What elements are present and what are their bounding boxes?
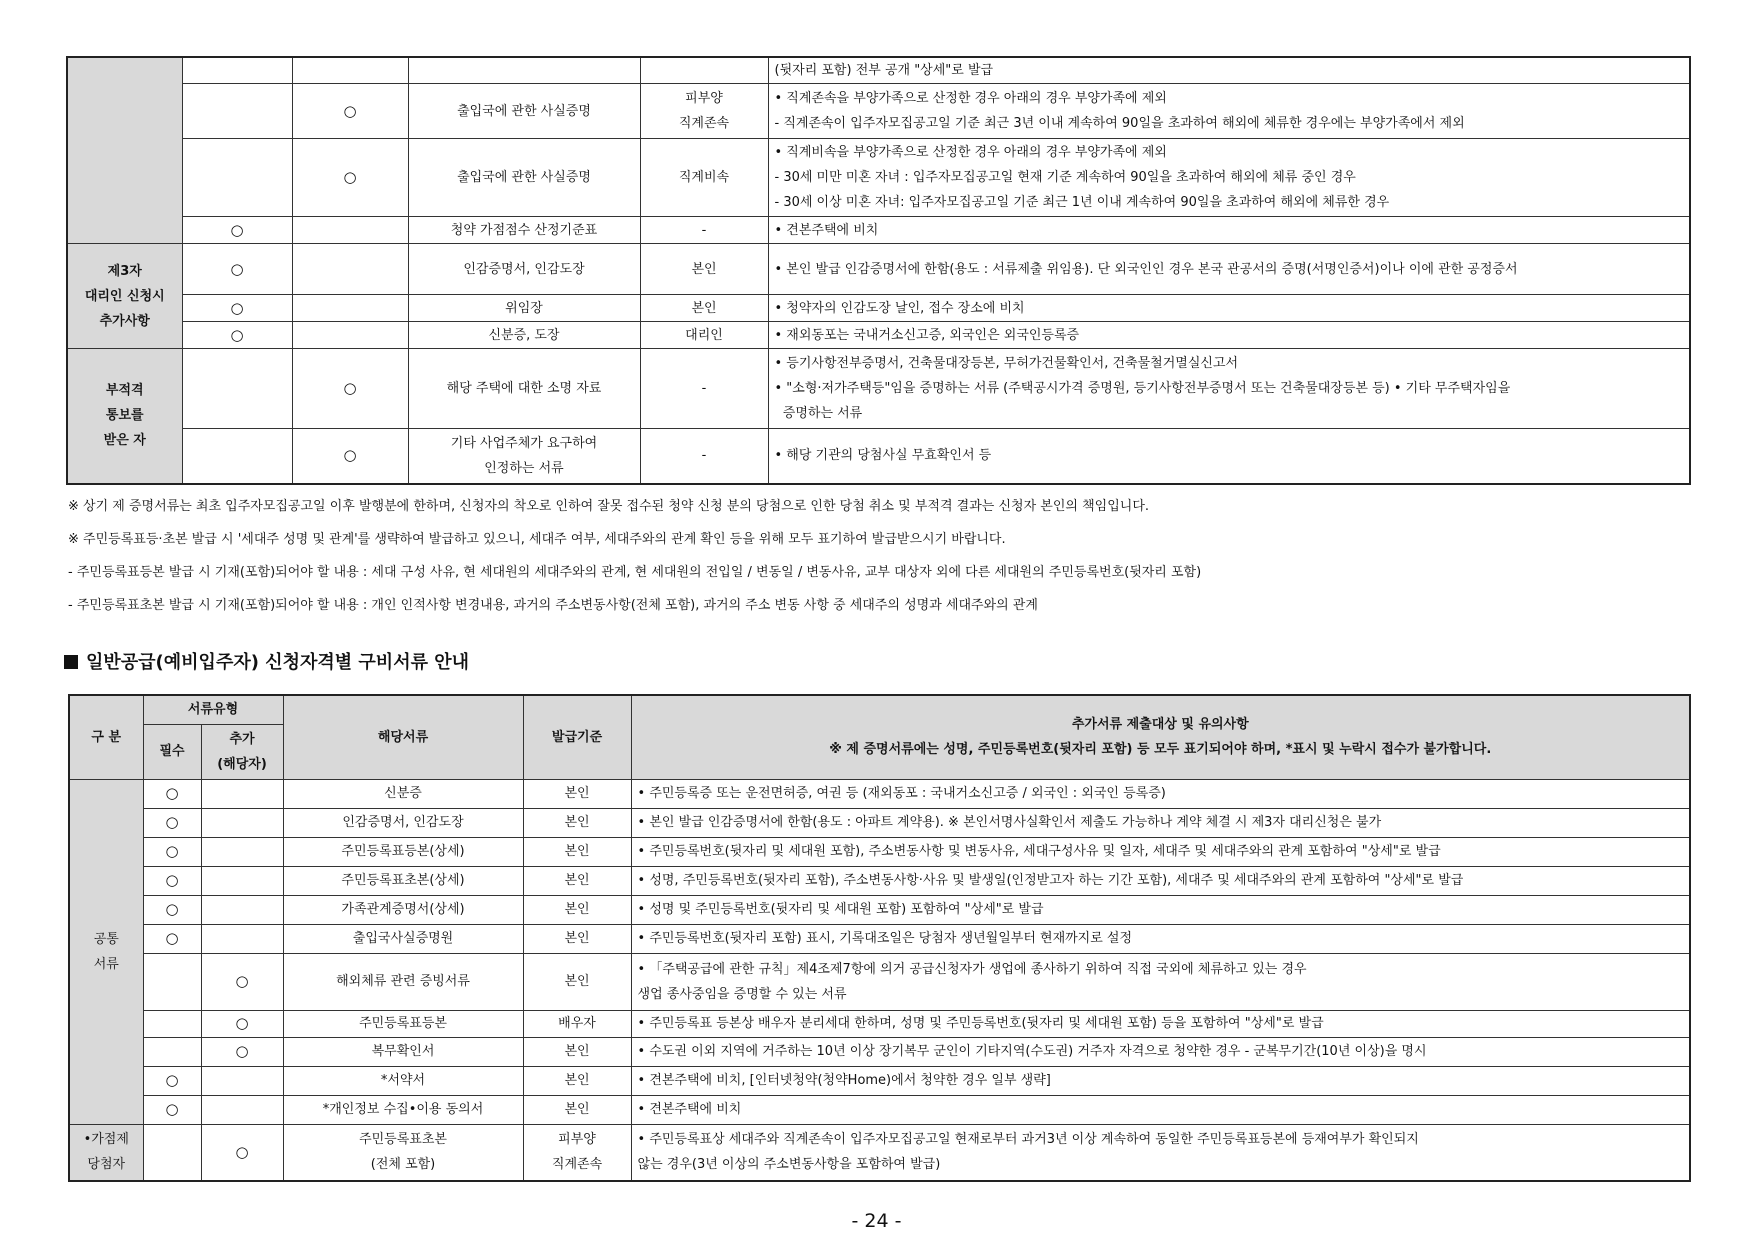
column-header: 구 분 — [69, 695, 143, 779]
notes-cell: • 재외동포는 국내거소신고증, 외국인은 외국인등록증 — [768, 322, 1690, 349]
check-mark: ○ — [182, 217, 292, 244]
check-mark: ○ — [292, 349, 408, 429]
category-label: •가점제 당첨자 — [69, 1124, 143, 1181]
notes-cell: • 해당 기관의 당첨사실 무효확인서 등 — [768, 429, 1690, 484]
square-bullet-icon — [64, 655, 78, 669]
column-header: 추가 (해당자) — [201, 724, 283, 779]
note-line: ※ 주민등록표등·초본 발급 시 '세대주 성명 및 관계'를 생략하여 발급하고 있으니, 세대주 여부, 세대주와의 관계 확인 등을 위해 모두 표기하여 발급받으시기 바랍니다. — [68, 532, 1006, 547]
note-line: ※ 상기 제 증명서류는 최초 입주자모집공고일 이후 발행분에 한하며, 신청자의 착오로 인하여 잘못 접수된 청약 신청 분의 당첨으로 인한 당첨 취소 및 부적격 결과는 신청자 본인의 책임입니다. — [68, 499, 1150, 514]
table-row: ○ *개인정보 수집•이용 동의서 본인 • 견본주택에 비치 — [69, 1095, 1690, 1124]
table-row: ○ 출입국에 관한 사실증명 피부양 직계존속 • 직계존속을 부양가족으로 산정한 경우 아래의 경우 부양가족에 제외 - 직계존속이 입주자모집공고일 기준 최근 3년 이내 계속하여 90일을 초과하여 해외에 체류한 경우에는 부양가족에서 제외 — [67, 84, 1690, 139]
table-row: ○ 신분증, 도장 대리인 • 재외동포는 국내거소신고증, 외국인은 외국인등록증 — [67, 322, 1690, 349]
check-mark: ○ — [182, 322, 292, 349]
column-header: 추가서류 제출대상 및 유의사항 ※ 제 증명서류에는 성명, 주민등록번호(뒷자리 포함) 등 모두 표기되어야 하며, *표시 및 누락시 접수가 불가합니다. — [631, 695, 1690, 779]
table-row: ○ 해외체류 관련 증빙서류 본인 • 「주택공급에 관한 규칙」제4조제7항에 의거 공급신청자가 생업에 종사하기 위하여 직접 국외에 체류하고 있는 경우 생업 종사중임을 증명할 수 있는 서류 — [69, 953, 1690, 1010]
check-mark: ○ — [292, 429, 408, 484]
table-row: •가점제 당첨자 ○ 주민등록표초본 (전체 포함) 피부양 직계존속 • 주민등록표상 세대주와 직계존속이 입주자모집공고일 현재로부터 과거3년 이상 계속하여 동일한 주민등록표등본에 등재여부가 확인되지 않는 경우(3년 이상의 주소변동사항을 포함하여 발급) — [69, 1124, 1690, 1181]
notes-cell: (뒷자리 포함) 전부 공개 "상세"로 발급 — [768, 57, 1690, 84]
notes-cell: • 등기사항전부증명서, 건축물대장등본, 무허가건물확인서, 건축물철거멸실신고서 • "소형·저가주택등"임을 증명하는 서류 (주택공시가격 증명원, 등기사항전부증명서 또는 건축물대장등본 등) • 기타 무주택자임을 증명하는 서류 — [768, 349, 1690, 429]
table-row: ○ 출입국사실증명원 본인 • 주민등록번호(뒷자리 포함) 표시, 기록대조일은 당첨자 생년월일부터 현재까지로 설정 — [69, 924, 1690, 953]
check-mark: ○ — [292, 84, 408, 139]
table-row: ○ 위임장 본인 • 청약자의 인감도장 날인, 접수 장소에 비치 — [67, 295, 1690, 322]
table-row: ○ 출입국에 관한 사실증명 직계비속 • 직계비속을 부양가족으로 산정한 경우 아래의 경우 부양가족에 제외 - 30세 미만 미혼 자녀 : 입주자모집공고일 현재 기준 계속하여 90일을 초과하여 해외에 체류 중인 경우 - 30세 이상 미혼 자녀: 입주자모집공고일 기준 최근 1년 이내 계속하여 90일을 초과하여 해외에 체류한 경우 — [67, 139, 1690, 217]
eligibility-docs-table-continued — [66, 56, 1691, 485]
category-cell — [67, 57, 182, 244]
table-row: ○ 기타 사업주체가 요구하여 인정하는 서류 - • 해당 기관의 당첨사실 무효확인서 등 — [67, 429, 1690, 484]
notes-cell: • 직계비속을 부양가족으로 산정한 경우 아래의 경우 부양가족에 제외 - 30세 미만 미혼 자녀 : 입주자모집공고일 현재 기준 계속하여 90일을 초과하여 해외에 체류 중인 경우 - 30세 이상 미혼 자녀: 입주자모집공고일 기준 최근 1년 이내 계속하여 90일을 초과하여 해외에 체류한 경우 — [768, 139, 1690, 217]
table-row: ○ 복무확인서 본인 • 수도권 이외 지역에 거주하는 10년 이상 장기복무 군인이 기타지역(수도권) 거주자 자격으로 청약한 경우 - 군복무기간(10년 이상)을 명시 — [69, 1037, 1690, 1066]
notes-cell: • 견본주택에 비치 — [768, 217, 1690, 244]
table-row: ○ 주민등록표등본 배우자 • 주민등록표 등본상 배우자 분리세대 한하며, 성명 및 주민등록번호(뒷자리 및 세대원 포함) 등을 포함하여 "상세"로 발급 — [69, 1010, 1690, 1037]
table-row: ○ 주민등록표등본(상세) 본인 • 주민등록번호(뒷자리 및 세대원 포함), 주소변동사항 및 변동사유, 세대구성사유 및 일자, 세대주 및 세대주와의 관계 포함하여 "상세"로 발급 — [69, 837, 1690, 866]
table-row: ○ 가족관계증명서(상세) 본인 • 성명 및 주민등록번호(뒷자리 및 세대원 포함) 포함하여 "상세"로 발급 — [69, 895, 1690, 924]
table-row: 공통 서류 ○ 신분증 본인 • 주민등록증 또는 운전면허증, 여권 등 (재외동포 : 국내거소신고증 / 외국인 : 외국인 등록증) — [69, 779, 1690, 808]
notes-cell: • 청약자의 인감도장 날인, 접수 장소에 비치 — [768, 295, 1690, 322]
category-label: 공통 서류 — [69, 779, 143, 1124]
table-row: ○ *서약서 본인 • 견본주택에 비치, [인터넷청약(청약Home)에서 청약한 경우 일부 생략] — [69, 1066, 1690, 1095]
check-mark: ○ — [182, 244, 292, 295]
page-number: - 24 - — [851, 1210, 902, 1232]
column-header: 해당서류 — [283, 695, 523, 779]
table-row: 부적격 통보를 받은 자 ○ 해당 주택에 대한 소명 자료 - • 등기사항전부증명서, 건축물대장등본, 무허가건물확인서, 건축물철거멸실신고서 • "소형·저가주택등"임을 증명하는 서류 (주택공시가격 증명원, 등기사항전부증명서 또는 건축물대장등본 등) • 기타 무주택자임을 증명하는 서류 — [67, 349, 1690, 429]
table-row — [67, 57, 1690, 84]
check-mark: ○ — [292, 139, 408, 217]
table-row: ○ 인감증명서, 인감도장 본인 • 본인 발급 인감증명서에 한함(용도 : 아파트 계약용). ※ 본인서명사실확인서 제출도 가능하나 계약 체결 시 제3자 대리신청은 불가 — [69, 808, 1690, 837]
required-docs-table — [68, 694, 1691, 1182]
column-header: 필수 — [143, 724, 201, 779]
category-label: 부적격 통보를 받은 자 — [67, 349, 182, 484]
column-header: 서류유형 — [143, 695, 283, 724]
notes-cell: • 본인 발급 인감증명서에 한함(용도 : 서류제출 위임용). 단 외국인인 경우 본국 관공서의 증명(서명인증서)이나 이에 관한 공정증서 — [768, 244, 1690, 295]
check-mark: ○ — [182, 295, 292, 322]
table-row: ○ 주민등록표초본(상세) 본인 • 성명, 주민등록번호(뒷자리 포함), 주소변동사항·사유 및 발생일(인정받고자 하는 기간 포함), 세대주 및 세대주와의 관계 포함하여 "상세"로 발급 — [69, 866, 1690, 895]
note-line: - 주민등록표등본 발급 시 기재(포함)되어야 할 내용 : 세대 구성 사유, 현 세대원의 세대주와의 관계, 현 세대원의 전입일 / 변동일 / 변동사유, 교부 대상자 외에 다른 세대원의 주민등록번호(뒷자리 포함) — [68, 565, 1202, 580]
category-label: 제3자 대리인 신청시 추가사항 — [67, 244, 182, 349]
table-header-row — [69, 695, 1690, 724]
note-line: - 주민등록표초본 발급 시 기재(포함)되어야 할 내용 : 개인 인적사항 변경내용, 과거의 주소변동사항(전체 포함), 과거의 주소 변동 사항 중 세대주의 성명과 세대주와의 관계 — [68, 598, 1038, 613]
section-heading: 일반공급(예비입주자) 신청자격별 구비서류 안내 — [64, 648, 469, 674]
table-row: 제3자 대리인 신청시 추가사항 ○ 인감증명서, 인감도장 본인 • 본인 발급 인감증명서에 한함(용도 : 서류제출 위임용). 단 외국인인 경우 본국 관공서의 증명(서명인증서)이나 이에 관한 공정증서 — [67, 244, 1690, 295]
table-row: ○ 청약 가점점수 산정기준표 - • 견본주택에 비치 — [67, 217, 1690, 244]
notes-block — [68, 490, 1688, 622]
notes-cell: • 직계존속을 부양가족으로 산정한 경우 아래의 경우 부양가족에 제외 - 직계존속이 입주자모집공고일 기준 최근 3년 이내 계속하여 90일을 초과하여 해외에 체류한 경우에는 부양가족에서 제외 — [768, 84, 1690, 139]
column-header: 발급기준 — [523, 695, 631, 779]
